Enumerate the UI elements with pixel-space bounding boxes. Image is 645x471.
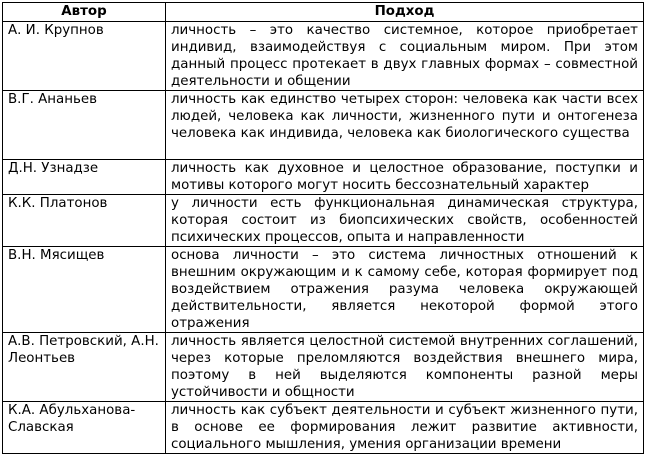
table-row [3,247,644,333]
table-row [3,160,644,195]
author-cell: А.В. Петровский, А.Н. Леонтьев [3,333,166,402]
author-cell: В.Н. Мясищев [3,247,166,333]
header-author: Автор [3,3,166,22]
author-cell: К.А. Абульханова-Славская [3,402,166,454]
table-row [3,402,644,454]
approach-cell: личность как единство четырех сторон: человека как части всех людей, человека как личности, жизненного пути и онтогенеза человека как индивида, человека как биологического существа [166,91,644,160]
approaches-table [2,2,644,454]
header-approach: Подход [166,3,644,22]
approach-cell: личность является целостной системой внутренних соглашений, через которые преломляются воздействия внешнего мира, поэтому в ней выделяются компоненты разной меры устойчивости и общности [166,333,644,402]
table-row [3,91,644,160]
approach-cell: личность как субъект деятельности и субъект жизненного пути, в основе ее формирования лежит развитие активности, социального мышления, умения организации времени [166,402,644,454]
author-cell: Д.Н. Узнадзе [3,160,166,195]
approach-cell: основа личности – это система личностных отношений к внешним окружающим и к самому себе, которая формирует под воздействием отражения разума человека окружающей действительности, является некоторой формой этого отражения [166,247,644,333]
table-row [3,195,644,247]
approach-cell: у личности есть функциональная динамическая структура, которая состоит из биопсихических свойств, особенностей психических процессов, опыта и направленности [166,195,644,247]
table-row [3,22,644,91]
table-header-row [3,3,644,22]
approach-cell: личность как духовное и целостное образование, поступки и мотивы которого могут носить бессознательный характер [166,160,644,195]
table-row [3,333,644,402]
author-cell: В.Г. Ананьев [3,91,166,160]
approach-cell: личность – это качество системное, которое приобретает индивид, взаимодействуя с социальным миром. При этом данный процесс протекает в двух главных формах – совместной деятельности и общении [166,22,644,91]
author-cell: А. И. Крупнов [3,22,166,91]
author-cell: К.К. Платонов [3,195,166,247]
